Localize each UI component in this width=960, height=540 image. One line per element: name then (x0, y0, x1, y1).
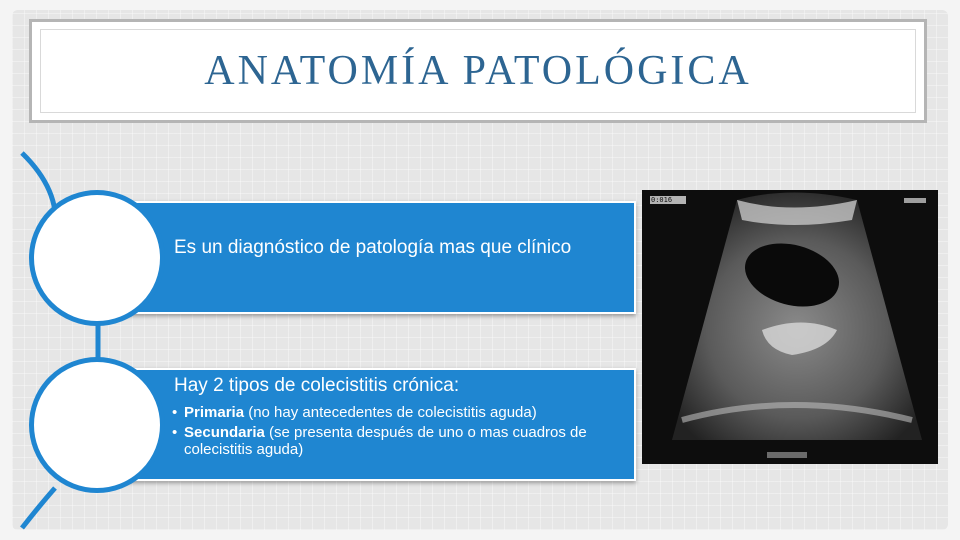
item2-heading: Hay 2 tipos de colecistitis crónica: (174, 375, 460, 396)
list-item (172, 404, 632, 421)
title-inner-frame (40, 29, 916, 113)
bullet-rest: (no hay antecedentes de colecistitis aguda) (244, 404, 537, 421)
bullet-bold: Secundaria (184, 424, 265, 441)
title-frame (29, 19, 927, 123)
item1-text: Es un diagnóstico de patología mas que clínico (174, 237, 572, 258)
ultrasound-label: 0:016 (651, 196, 673, 204)
page-title: ANATOMÍA PATOLÓGICA (204, 48, 752, 94)
circle-marker-2 (29, 357, 165, 493)
content-box-2 (92, 368, 636, 481)
content-box-1 (92, 201, 636, 314)
circle-marker-1 (29, 190, 165, 326)
bullet-bold: Primaria (184, 404, 245, 421)
ultrasound-image (642, 190, 938, 464)
list-item (172, 424, 632, 458)
bullet-rest: (se presenta después de uno o mas cuadros de colecistitis aguda) (184, 424, 587, 458)
bullet-list (172, 404, 632, 461)
